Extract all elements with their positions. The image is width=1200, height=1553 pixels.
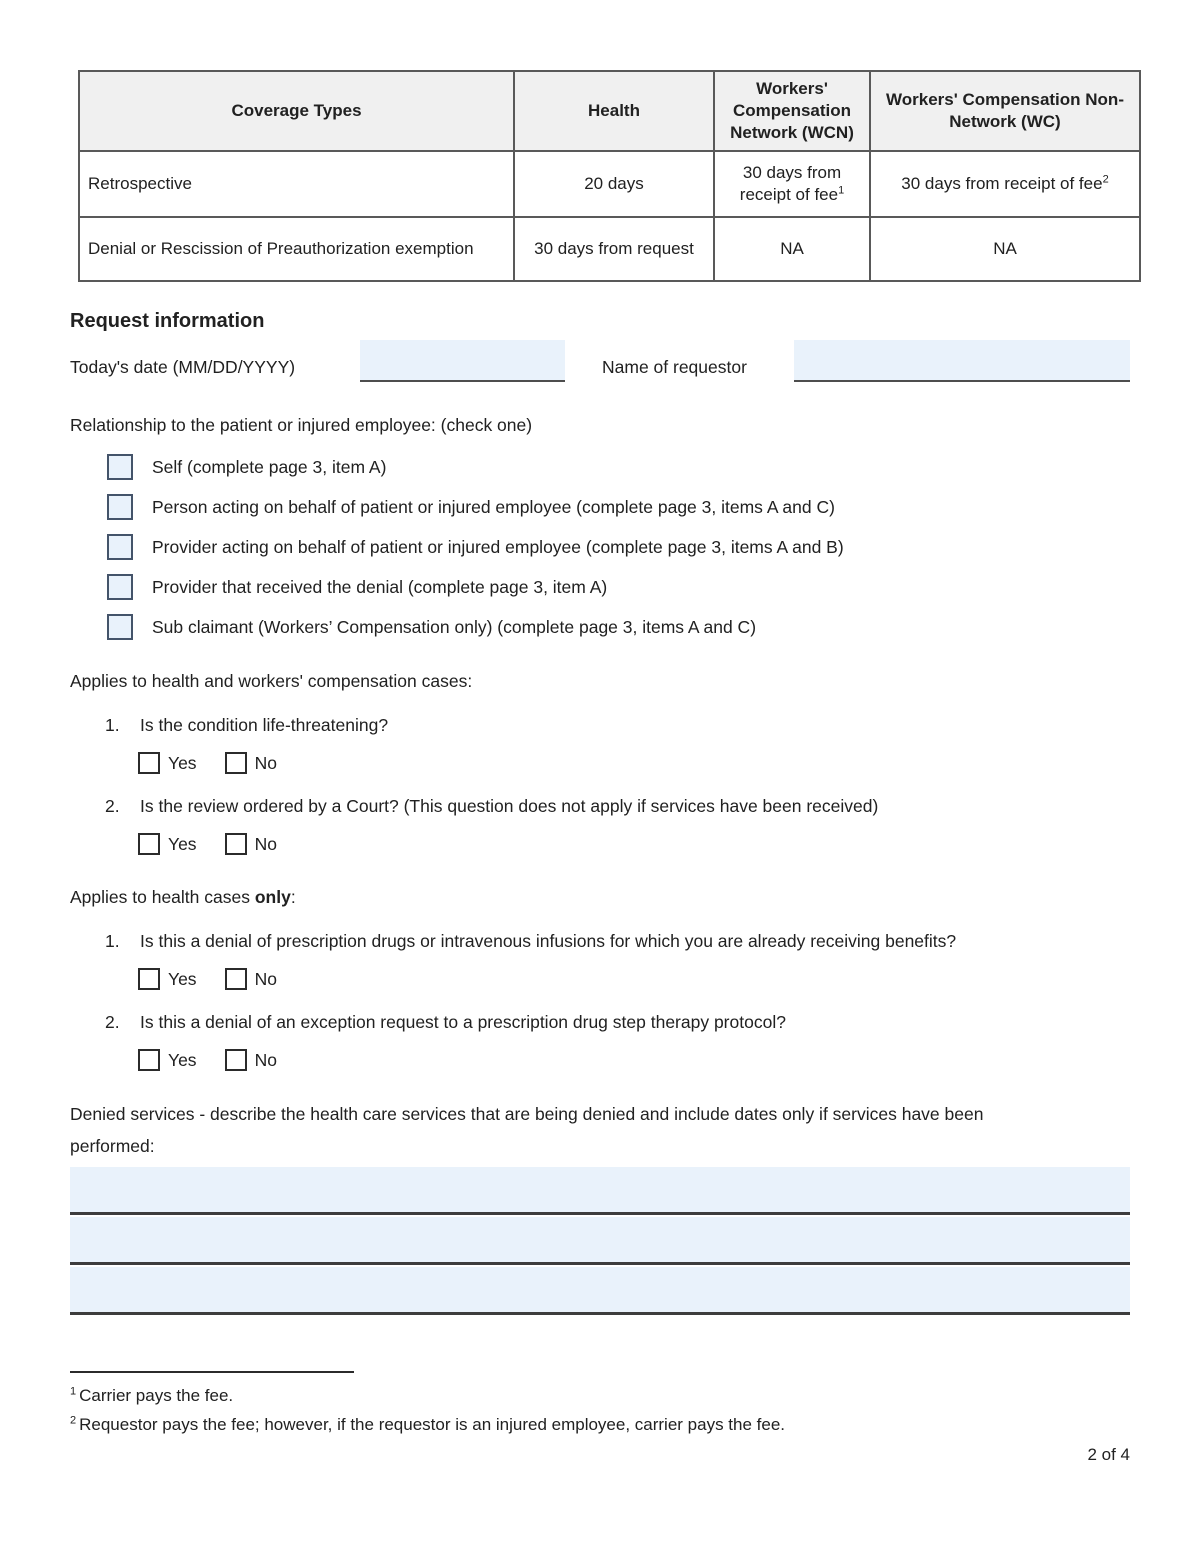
- relationship-option-label: Provider acting on behalf of patient or injured employee (complete page 3, items A and B): [152, 537, 844, 557]
- name-of-requestor-label: Name of requestor: [602, 357, 747, 377]
- yes-no-row: [138, 967, 1130, 991]
- cell-coverage: Denial or Rescission of Preauthorization exemption: [79, 217, 514, 281]
- table-row-retrospective: [79, 151, 1140, 217]
- yes-checkbox[interactable]: [138, 833, 160, 855]
- cell-wcn: [714, 217, 870, 281]
- health-only-section: [70, 884, 1130, 1072]
- cell-health: 20 days: [514, 151, 714, 217]
- footnote-rule: [70, 1371, 354, 1373]
- deadlines-table: [78, 70, 1141, 282]
- yes-no-row: [138, 1048, 1130, 1072]
- cell-wcn-text: 30 days from receipt of fee: [739, 163, 842, 204]
- header-cell-wcn: Workers' Compensation Network (WCN): [714, 71, 870, 151]
- cell-wc: [870, 151, 1140, 217]
- todays-date-field[interactable]: [360, 340, 565, 382]
- yes-checkbox[interactable]: [138, 968, 160, 990]
- yes-label: Yes: [168, 969, 197, 989]
- table-row-denial-rescission: [79, 217, 1140, 281]
- denied-services-lines: [70, 1167, 1130, 1315]
- yes-label: Yes: [168, 834, 197, 854]
- cell-wc-text: 30 days from receipt of fee: [901, 174, 1103, 193]
- relationship-option-sub-claimant[interactable]: [107, 614, 1130, 640]
- denied-services-prompt: Denied services - describe the health care services that are being denied and include dates only if services have been performed:: [70, 1104, 984, 1156]
- denied-services-line-3[interactable]: [70, 1267, 1130, 1315]
- both-cases-intro: Applies to health and workers' compensation cases:: [70, 671, 473, 691]
- footnote-text: Carrier pays the fee.: [79, 1386, 234, 1405]
- intro-suffix: :: [290, 887, 296, 907]
- question-number: 2.: [105, 1012, 120, 1032]
- cell-health: 30 days from request: [514, 217, 714, 281]
- question-number: 1.: [105, 931, 120, 951]
- relationship-option-self[interactable]: [107, 454, 1130, 480]
- footnote-marker: 2: [1102, 173, 1109, 186]
- relationship-option-label: Self (complete page 3, item A): [152, 457, 387, 477]
- no-checkbox[interactable]: [225, 1049, 247, 1071]
- footnote-marker: 1: [838, 184, 845, 197]
- cell-coverage: Retrospective: [79, 151, 514, 217]
- question-text: Is the review ordered by a Court? (This question does not apply if services have been received): [140, 796, 879, 816]
- no-label: No: [254, 834, 277, 854]
- yes-label: Yes: [168, 753, 197, 773]
- yes-checkbox[interactable]: [138, 1049, 160, 1071]
- self-checkbox[interactable]: [107, 454, 133, 480]
- footnote-text: Requestor pays the fee; however, if the requestor is an injured employee, carrier pays the fee.: [79, 1415, 786, 1434]
- no-label: No: [254, 969, 277, 989]
- question-step-therapy: [70, 1006, 1130, 1072]
- provider-denied-checkbox[interactable]: [107, 574, 133, 600]
- relationship-option-label: Person acting on behalf of patient or injured employee (complete page 3, items A and C): [152, 497, 835, 517]
- yes-no-row: [138, 832, 1130, 856]
- cell-wc: [870, 217, 1140, 281]
- no-label: No: [254, 753, 277, 773]
- intro-prefix: Applies to health cases: [70, 887, 255, 907]
- footnote-2: [70, 1410, 1130, 1439]
- sub-claimant-checkbox[interactable]: [107, 614, 133, 640]
- relationship-option-provider-on-behalf[interactable]: [107, 534, 1130, 560]
- question-number: 2.: [105, 796, 120, 816]
- intro-emphasis: only: [254, 887, 291, 907]
- question-text: Is the condition life-threatening?: [140, 715, 389, 735]
- denied-services-line-1[interactable]: [70, 1167, 1130, 1215]
- yes-no-row: [138, 751, 1130, 775]
- no-checkbox[interactable]: [225, 833, 247, 855]
- cell-wcn: [714, 151, 870, 217]
- question-court-ordered: [70, 790, 1130, 856]
- relationship-option-person-on-behalf[interactable]: [107, 494, 1130, 520]
- question-life-threatening: [70, 709, 1130, 775]
- footnote-1: [70, 1381, 1130, 1410]
- question-prescription-denial: [70, 925, 1130, 991]
- cell-wcn-text: NA: [780, 239, 804, 258]
- both-cases-section: [70, 668, 1130, 856]
- health-only-intro: [70, 884, 1130, 910]
- no-label: No: [254, 1050, 277, 1070]
- relationship-option-label: Provider that received the denial (complete page 3, item A): [152, 577, 608, 597]
- header-cell-wc: Workers' Compensation Non-Network (WC): [870, 71, 1140, 151]
- footnote-marker: 1: [70, 1385, 77, 1398]
- no-checkbox[interactable]: [225, 752, 247, 774]
- denied-services-line-2[interactable]: [70, 1217, 1130, 1265]
- yes-checkbox[interactable]: [138, 752, 160, 774]
- question-text: Is this a denial of prescription drugs or intravenous infusions for which you are already receiving benefits?: [140, 931, 957, 951]
- relationship-option-label: Sub claimant (Workers’ Compensation only) (complete page 3, items A and C): [152, 617, 757, 637]
- question-text: Is this a denial of an exception request to a prescription drug step therapy protocol?: [140, 1012, 786, 1032]
- todays-date-label: Today's date (MM/DD/YYYY): [70, 357, 296, 377]
- relationship-prompt: Relationship to the patient or injured employee: (check one): [70, 415, 533, 435]
- yes-label: Yes: [168, 1050, 197, 1070]
- footnote-marker: 2: [70, 1414, 77, 1427]
- cell-wc-text: NA: [993, 239, 1017, 258]
- date-requestor-row: [70, 340, 1130, 382]
- person-on-behalf-checkbox[interactable]: [107, 494, 133, 520]
- no-checkbox[interactable]: [225, 968, 247, 990]
- relationship-option-provider-denied[interactable]: [107, 574, 1130, 600]
- name-of-requestor-field[interactable]: [794, 340, 1130, 382]
- page-number: 2 of 4: [1087, 1445, 1130, 1464]
- provider-on-behalf-checkbox[interactable]: [107, 534, 133, 560]
- table-header-row: [79, 71, 1140, 151]
- request-information-heading: Request information: [70, 310, 265, 332]
- header-cell-health: Health: [514, 71, 714, 151]
- header-cell-coverage-types: Coverage Types: [79, 71, 514, 151]
- question-number: 1.: [105, 715, 120, 735]
- footnotes: [70, 1381, 1130, 1439]
- relationship-option-list: [70, 454, 1130, 640]
